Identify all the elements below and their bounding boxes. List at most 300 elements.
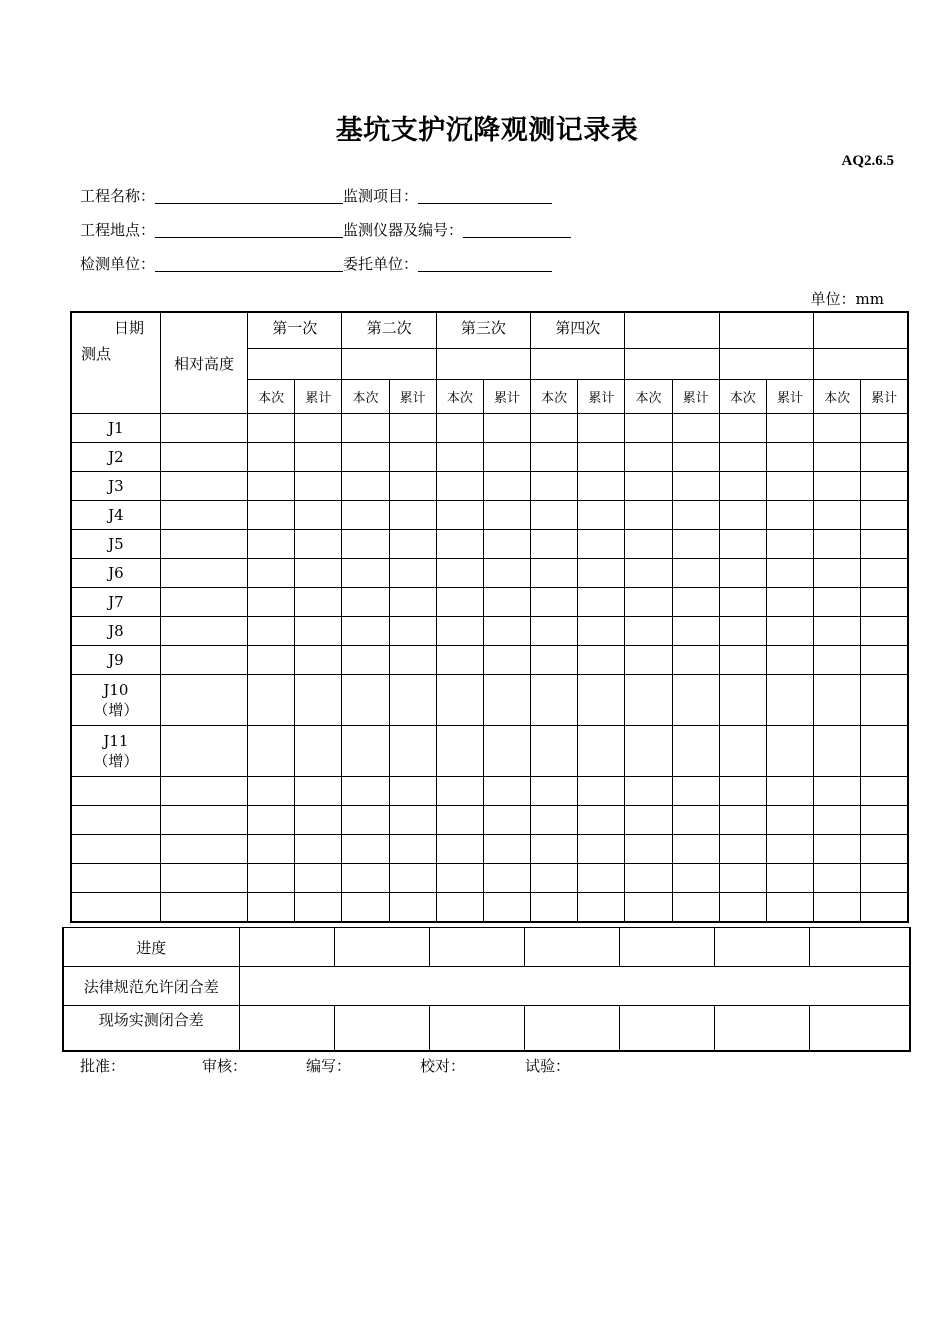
- value-cell[interactable]: [766, 893, 813, 922]
- value-cell[interactable]: [389, 806, 436, 835]
- relative-height-cell[interactable]: [160, 864, 247, 893]
- value-cell[interactable]: [625, 675, 672, 726]
- value-cell[interactable]: [861, 588, 908, 617]
- value-cell[interactable]: [814, 806, 861, 835]
- value-cell[interactable]: [766, 588, 813, 617]
- project-location-field[interactable]: [155, 219, 343, 238]
- value-cell[interactable]: [436, 559, 483, 588]
- value-cell[interactable]: [766, 675, 813, 726]
- progress-cell[interactable]: [524, 928, 619, 967]
- relative-height-cell[interactable]: [160, 835, 247, 864]
- project-name-field[interactable]: [155, 185, 343, 204]
- value-cell[interactable]: [861, 806, 908, 835]
- relative-height-header: 相对高度: [160, 312, 247, 414]
- value-cell[interactable]: [766, 559, 813, 588]
- monitor-item-field[interactable]: [418, 185, 552, 204]
- relative-height-cell[interactable]: [160, 806, 247, 835]
- progress-cell[interactable]: [714, 928, 809, 967]
- project-name-label: 工程名称：: [80, 187, 156, 205]
- value-cell[interactable]: [248, 893, 295, 922]
- time-header: 第二次: [342, 312, 436, 348]
- cumulative-header: 累计: [578, 379, 625, 413]
- value-cell[interactable]: [578, 559, 625, 588]
- value-cell[interactable]: [861, 617, 908, 646]
- value-cell[interactable]: [672, 414, 719, 443]
- value-cell[interactable]: [483, 777, 530, 806]
- value-cell[interactable]: [766, 472, 813, 501]
- value-cell[interactable]: [578, 501, 625, 530]
- value-cell[interactable]: [719, 443, 766, 472]
- value-cell[interactable]: [766, 414, 813, 443]
- value-cell[interactable]: [531, 864, 578, 893]
- cumulative-header: 累计: [766, 379, 813, 413]
- value-cell[interactable]: [342, 864, 389, 893]
- progress-cell[interactable]: [239, 928, 334, 967]
- value-cell[interactable]: [578, 726, 625, 777]
- value-cell[interactable]: [342, 559, 389, 588]
- value-cell[interactable]: [389, 530, 436, 559]
- value-cell[interactable]: [248, 617, 295, 646]
- value-cell[interactable]: [436, 806, 483, 835]
- value-cell[interactable]: [814, 588, 861, 617]
- value-cell[interactable]: [483, 559, 530, 588]
- value-cell[interactable]: [861, 893, 908, 922]
- value-cell[interactable]: [814, 617, 861, 646]
- point-label: J7: [108, 593, 124, 611]
- value-cell[interactable]: [625, 893, 672, 922]
- value-cell[interactable]: [295, 675, 342, 726]
- value-cell[interactable]: [578, 893, 625, 922]
- value-cell[interactable]: [766, 835, 813, 864]
- value-cell[interactable]: [578, 864, 625, 893]
- current-header: 本次: [436, 379, 483, 413]
- value-cell[interactable]: [578, 530, 625, 559]
- value-cell[interactable]: [625, 501, 672, 530]
- measured-closure-cell[interactable]: [334, 1006, 429, 1051]
- table-row: [71, 864, 908, 893]
- value-cell[interactable]: [578, 777, 625, 806]
- value-cell[interactable]: [531, 835, 578, 864]
- value-cell[interactable]: [295, 864, 342, 893]
- value-cell[interactable]: [672, 559, 719, 588]
- value-cell[interactable]: [814, 835, 861, 864]
- point-cell: [71, 414, 160, 443]
- value-cell[interactable]: [531, 472, 578, 501]
- value-cell[interactable]: [672, 893, 719, 922]
- value-cell[interactable]: [861, 559, 908, 588]
- time-date-cell[interactable]: [625, 348, 719, 379]
- value-cell[interactable]: [719, 588, 766, 617]
- value-cell[interactable]: [342, 726, 389, 777]
- value-cell[interactable]: [295, 588, 342, 617]
- value-cell[interactable]: [248, 443, 295, 472]
- value-cell[interactable]: [578, 414, 625, 443]
- value-cell[interactable]: [389, 835, 436, 864]
- value-cell[interactable]: [295, 559, 342, 588]
- table-row: [71, 443, 908, 472]
- table-row: [71, 835, 908, 864]
- value-cell[interactable]: [248, 559, 295, 588]
- current-header: 本次: [531, 379, 578, 413]
- value-cell[interactable]: [342, 588, 389, 617]
- value-cell[interactable]: [483, 617, 530, 646]
- value-cell[interactable]: [295, 617, 342, 646]
- value-cell[interactable]: [295, 893, 342, 922]
- value-cell[interactable]: [861, 835, 908, 864]
- value-cell[interactable]: [483, 646, 530, 675]
- value-cell[interactable]: [672, 530, 719, 559]
- measured-closure-cell[interactable]: [429, 1006, 524, 1051]
- value-cell[interactable]: [342, 777, 389, 806]
- value-cell[interactable]: [861, 864, 908, 893]
- value-cell[interactable]: [531, 726, 578, 777]
- value-cell[interactable]: [248, 675, 295, 726]
- measured-closure-cell[interactable]: [524, 1006, 619, 1051]
- value-cell[interactable]: [531, 646, 578, 675]
- value-cell[interactable]: [861, 726, 908, 777]
- value-cell[interactable]: [436, 675, 483, 726]
- value-cell[interactable]: [672, 726, 719, 777]
- value-cell[interactable]: [531, 530, 578, 559]
- value-cell[interactable]: [531, 675, 578, 726]
- point-cell: [71, 835, 160, 864]
- value-cell[interactable]: [625, 806, 672, 835]
- progress-cell[interactable]: [429, 928, 524, 967]
- client-unit-label: 委托单位：: [343, 255, 419, 273]
- value-cell[interactable]: [766, 617, 813, 646]
- cumulative-header: 累计: [295, 379, 342, 413]
- value-cell[interactable]: [672, 835, 719, 864]
- value-cell[interactable]: [814, 472, 861, 501]
- value-cell[interactable]: [342, 530, 389, 559]
- relative-height-cell[interactable]: [160, 501, 247, 530]
- value-cell[interactable]: [625, 646, 672, 675]
- value-cell[interactable]: [389, 646, 436, 675]
- value-cell[interactable]: [483, 472, 530, 501]
- value-cell[interactable]: [625, 530, 672, 559]
- value-cell[interactable]: [766, 726, 813, 777]
- measured-closure-label: 现场实测闭合差: [63, 1006, 239, 1051]
- value-cell[interactable]: [814, 501, 861, 530]
- progress-cell[interactable]: [809, 928, 910, 967]
- value-cell[interactable]: [436, 893, 483, 922]
- relative-height-cell[interactable]: [160, 675, 247, 726]
- value-cell[interactable]: [531, 443, 578, 472]
- value-cell[interactable]: [483, 835, 530, 864]
- relative-height-cell[interactable]: [160, 530, 247, 559]
- value-cell[interactable]: [389, 559, 436, 588]
- value-cell[interactable]: [672, 443, 719, 472]
- value-cell[interactable]: [436, 588, 483, 617]
- value-cell[interactable]: [625, 777, 672, 806]
- value-cell[interactable]: [672, 617, 719, 646]
- value-cell[interactable]: [248, 777, 295, 806]
- value-cell[interactable]: [342, 414, 389, 443]
- value-cell[interactable]: [436, 777, 483, 806]
- value-cell[interactable]: [389, 501, 436, 530]
- value-cell[interactable]: [719, 414, 766, 443]
- value-cell[interactable]: [248, 646, 295, 675]
- value-cell[interactable]: [342, 443, 389, 472]
- value-cell[interactable]: [578, 443, 625, 472]
- value-cell[interactable]: [295, 806, 342, 835]
- point-cell: [71, 646, 160, 675]
- point-label: J10: [103, 680, 129, 699]
- value-cell[interactable]: [719, 726, 766, 777]
- value-cell[interactable]: [531, 806, 578, 835]
- value-cell[interactable]: [342, 472, 389, 501]
- value-cell[interactable]: [625, 414, 672, 443]
- value-cell[interactable]: [483, 806, 530, 835]
- value-cell[interactable]: [295, 646, 342, 675]
- relative-height-cell[interactable]: [160, 646, 247, 675]
- value-cell[interactable]: [861, 472, 908, 501]
- measured-closure-cell[interactable]: [619, 1006, 714, 1051]
- value-cell[interactable]: [295, 501, 342, 530]
- time-date-cell[interactable]: [531, 348, 625, 379]
- cumulative-header: 累计: [389, 379, 436, 413]
- value-cell[interactable]: [436, 617, 483, 646]
- value-cell[interactable]: [483, 864, 530, 893]
- value-cell[interactable]: [766, 864, 813, 893]
- value-cell[interactable]: [295, 414, 342, 443]
- value-cell[interactable]: [483, 501, 530, 530]
- value-cell[interactable]: [719, 893, 766, 922]
- time-date-cell[interactable]: [719, 348, 813, 379]
- value-cell[interactable]: [389, 675, 436, 726]
- value-cell[interactable]: [436, 530, 483, 559]
- value-cell[interactable]: [342, 806, 389, 835]
- relative-height-cell[interactable]: [160, 617, 247, 646]
- value-cell[interactable]: [248, 806, 295, 835]
- value-cell[interactable]: [483, 443, 530, 472]
- value-cell[interactable]: [436, 835, 483, 864]
- table-row: [71, 472, 908, 501]
- value-cell[interactable]: [861, 414, 908, 443]
- value-cell[interactable]: [295, 443, 342, 472]
- value-cell[interactable]: [625, 864, 672, 893]
- relative-height-cell[interactable]: [160, 414, 247, 443]
- value-cell[interactable]: [295, 777, 342, 806]
- measured-closure-cell[interactable]: [714, 1006, 809, 1051]
- value-cell[interactable]: [531, 559, 578, 588]
- value-cell[interactable]: [625, 617, 672, 646]
- value-cell[interactable]: [295, 726, 342, 777]
- field-row-1: [80, 185, 552, 207]
- table-row: [71, 646, 908, 675]
- current-header: 本次: [342, 379, 389, 413]
- value-cell[interactable]: [814, 443, 861, 472]
- measured-closure-cell[interactable]: [239, 1006, 334, 1051]
- value-cell[interactable]: [578, 588, 625, 617]
- value-cell[interactable]: [719, 617, 766, 646]
- value-cell[interactable]: [342, 617, 389, 646]
- value-cell[interactable]: [436, 472, 483, 501]
- value-cell[interactable]: [531, 501, 578, 530]
- value-cell[interactable]: [814, 414, 861, 443]
- value-cell[interactable]: [436, 443, 483, 472]
- table-row: [71, 777, 908, 806]
- value-cell[interactable]: [719, 835, 766, 864]
- value-cell[interactable]: [578, 835, 625, 864]
- value-cell[interactable]: [436, 646, 483, 675]
- value-cell[interactable]: [248, 472, 295, 501]
- point-cell: [71, 588, 160, 617]
- relative-height-cell[interactable]: [160, 588, 247, 617]
- time-date-cell[interactable]: [436, 348, 530, 379]
- value-cell[interactable]: [342, 646, 389, 675]
- progress-cell[interactable]: [619, 928, 714, 967]
- value-cell[interactable]: [814, 646, 861, 675]
- value-cell[interactable]: [436, 501, 483, 530]
- value-cell[interactable]: [531, 777, 578, 806]
- value-cell[interactable]: [672, 777, 719, 806]
- point-cell: [71, 501, 160, 530]
- value-cell[interactable]: [672, 588, 719, 617]
- relative-height-cell[interactable]: [160, 893, 247, 922]
- value-cell[interactable]: [342, 501, 389, 530]
- value-cell[interactable]: [814, 777, 861, 806]
- value-cell[interactable]: [578, 646, 625, 675]
- value-cell[interactable]: [342, 893, 389, 922]
- time-date-cell[interactable]: [342, 348, 436, 379]
- value-cell[interactable]: [719, 559, 766, 588]
- value-cell[interactable]: [719, 472, 766, 501]
- value-cell[interactable]: [389, 893, 436, 922]
- value-cell[interactable]: [625, 559, 672, 588]
- value-cell[interactable]: [531, 588, 578, 617]
- value-cell[interactable]: [531, 893, 578, 922]
- measured-closure-cell[interactable]: [809, 1006, 910, 1051]
- value-cell[interactable]: [814, 893, 861, 922]
- value-cell[interactable]: [295, 835, 342, 864]
- value-cell[interactable]: [342, 675, 389, 726]
- value-cell[interactable]: [483, 588, 530, 617]
- value-cell[interactable]: [625, 443, 672, 472]
- point-cell: [71, 893, 160, 922]
- value-cell[interactable]: [436, 414, 483, 443]
- value-cell[interactable]: [766, 806, 813, 835]
- value-cell[interactable]: [389, 443, 436, 472]
- value-cell[interactable]: [766, 443, 813, 472]
- value-cell[interactable]: [672, 472, 719, 501]
- value-cell[interactable]: [719, 501, 766, 530]
- value-cell[interactable]: [248, 835, 295, 864]
- value-cell[interactable]: [578, 806, 625, 835]
- relative-height-cell[interactable]: [160, 559, 247, 588]
- value-cell[interactable]: [342, 835, 389, 864]
- table-row: [71, 414, 908, 443]
- current-header: 本次: [814, 379, 861, 413]
- value-cell[interactable]: [861, 443, 908, 472]
- value-cell[interactable]: [719, 777, 766, 806]
- allowed-closure-cell[interactable]: [239, 967, 910, 1006]
- value-cell[interactable]: [625, 588, 672, 617]
- value-cell[interactable]: [766, 501, 813, 530]
- value-cell[interactable]: [672, 675, 719, 726]
- value-cell[interactable]: [719, 646, 766, 675]
- value-cell[interactable]: [483, 675, 530, 726]
- relative-height-cell[interactable]: [160, 443, 247, 472]
- value-cell[interactable]: [719, 530, 766, 559]
- value-cell[interactable]: [531, 617, 578, 646]
- relative-height-cell[interactable]: [160, 472, 247, 501]
- value-cell[interactable]: [248, 726, 295, 777]
- relative-height-cell[interactable]: [160, 777, 247, 806]
- value-cell[interactable]: [436, 864, 483, 893]
- value-cell[interactable]: [814, 864, 861, 893]
- inspection-unit-field[interactable]: [155, 253, 343, 272]
- value-cell[interactable]: [248, 530, 295, 559]
- value-cell[interactable]: [672, 806, 719, 835]
- value-cell[interactable]: [389, 617, 436, 646]
- value-cell[interactable]: [483, 893, 530, 922]
- value-cell[interactable]: [483, 414, 530, 443]
- value-cell[interactable]: [295, 472, 342, 501]
- value-cell[interactable]: [248, 864, 295, 893]
- value-cell[interactable]: [389, 864, 436, 893]
- value-cell[interactable]: [389, 777, 436, 806]
- value-cell[interactable]: [814, 559, 861, 588]
- value-cell[interactable]: [483, 530, 530, 559]
- value-cell[interactable]: [719, 806, 766, 835]
- value-cell[interactable]: [436, 726, 483, 777]
- value-cell[interactable]: [672, 646, 719, 675]
- instrument-field[interactable]: [463, 219, 571, 238]
- value-cell[interactable]: [861, 530, 908, 559]
- value-cell[interactable]: [861, 646, 908, 675]
- value-cell[interactable]: [248, 588, 295, 617]
- value-cell[interactable]: [389, 414, 436, 443]
- relative-height-cell[interactable]: [160, 726, 247, 777]
- point-cell: [71, 675, 160, 726]
- client-unit-field[interactable]: [418, 253, 552, 272]
- value-cell[interactable]: [766, 530, 813, 559]
- value-cell[interactable]: [248, 414, 295, 443]
- value-cell[interactable]: [625, 726, 672, 777]
- value-cell[interactable]: [389, 726, 436, 777]
- value-cell[interactable]: [814, 726, 861, 777]
- value-cell[interactable]: [295, 530, 342, 559]
- value-cell[interactable]: [389, 472, 436, 501]
- value-cell[interactable]: [625, 835, 672, 864]
- value-cell[interactable]: [814, 675, 861, 726]
- value-cell[interactable]: [672, 501, 719, 530]
- value-cell[interactable]: [578, 675, 625, 726]
- table-row: [71, 501, 908, 530]
- value-cell[interactable]: [389, 588, 436, 617]
- value-cell[interactable]: [861, 777, 908, 806]
- value-cell[interactable]: [672, 864, 719, 893]
- table-row: [71, 806, 908, 835]
- time-date-cell[interactable]: [814, 348, 908, 379]
- value-cell[interactable]: [719, 864, 766, 893]
- value-cell[interactable]: [766, 646, 813, 675]
- value-cell[interactable]: [766, 777, 813, 806]
- value-cell[interactable]: [625, 472, 672, 501]
- value-cell[interactable]: [719, 675, 766, 726]
- progress-cell[interactable]: [334, 928, 429, 967]
- value-cell[interactable]: [814, 530, 861, 559]
- value-cell[interactable]: [578, 617, 625, 646]
- value-cell[interactable]: [248, 501, 295, 530]
- value-cell[interactable]: [483, 726, 530, 777]
- time-date-cell[interactable]: [248, 348, 342, 379]
- value-cell[interactable]: [861, 675, 908, 726]
- value-cell[interactable]: [531, 414, 578, 443]
- value-cell[interactable]: [861, 501, 908, 530]
- value-cell[interactable]: [578, 472, 625, 501]
